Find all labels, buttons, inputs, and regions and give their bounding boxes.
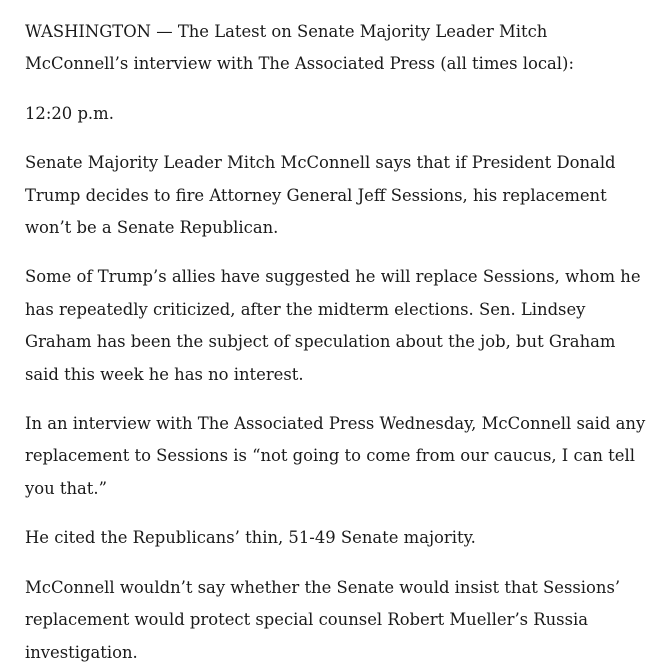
article-timestamp: 12:20 p.m.	[25, 103, 114, 123]
article-paragraph: Senate Majority Leader Mitch McConnell says that if President Donald Trump decides to fire Attorney General Jeff Sessions, his replacement won’t be a Senate Republican.	[25, 153, 616, 238]
article-paragraph: McConnell wouldn’t say whether the Senate would insist that Sessions’ replacement would protect special counsel Robert Mueller’s Russia investigation.	[25, 577, 621, 662]
article-paragraph: Some of Trump’s allies have suggested he will replace Sessions, whom he has repeatedly criticized, after the midterm elections. Sen. Lindsey Graham has been the subject of speculation about the job, but Graham said this week he has no interest.	[25, 267, 641, 384]
article-paragraph-dateline: WASHINGTON — The Latest on Senate Majority Leader Mitch McConnell’s interview with The Associated Press (all times local):	[25, 22, 574, 74]
article-paragraph: He cited the Republicans’ thin, 51-49 Senate majority.	[25, 528, 476, 548]
article-paragraph: In an interview with The Associated Press Wednesday, McConnell said any replacement to Sessions is “not going to come from our caucus, I can tell you that.”	[25, 414, 646, 498]
